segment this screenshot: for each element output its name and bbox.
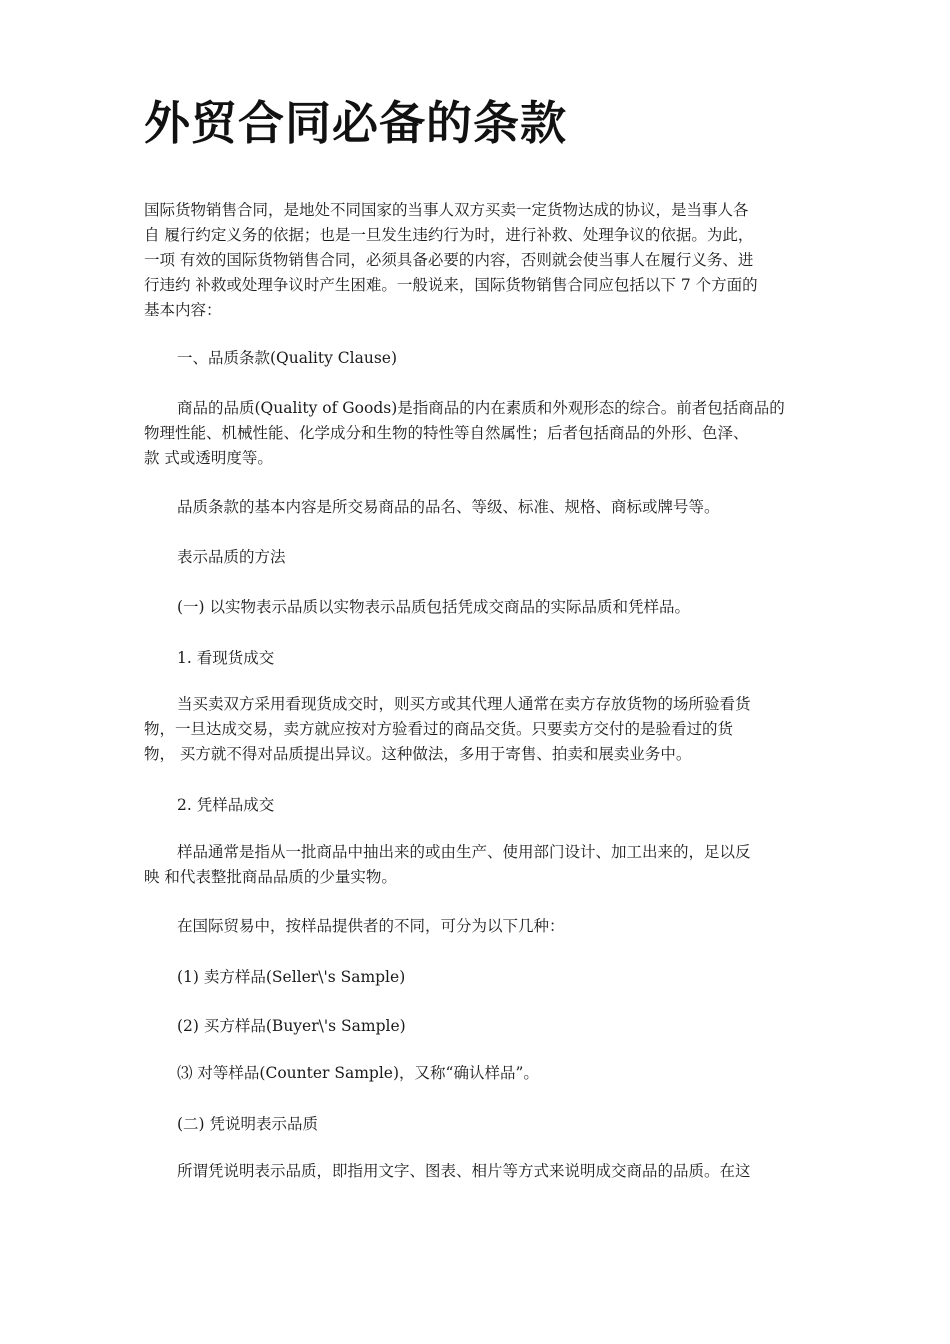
sample-types-intro: 在国际贸易中，按样品提供者的不同，可分为以下几种： (177, 917, 565, 935)
paragraph-line: 行违约 补救或处理争议时产生困难。一般说来，国际货物销售合同应包括以下 7 个方面的 (144, 276, 758, 294)
paragraph-line: 一项 有效的国际货物销售合同，必须具备必要的内容，否则就会使当事人在履行义务、进 (144, 251, 754, 269)
item-1-paragraph (144, 692, 820, 767)
item-1-heading: 1. 看现货成交 (177, 649, 275, 667)
paragraph-line: 国际货物销售合同，是地处不同国家的当事人双方买卖一定货物达成的协议，是当事人各 (144, 201, 749, 219)
paragraph-line: 商品的品质(Quality of Goods)是指商品的内在素质和外观形态的综合。前者包括商品的 (177, 399, 785, 417)
sample-item-buyer: (2) 买方样品(Buyer\'s Sample) (177, 1017, 406, 1035)
paragraph-line: 当买卖双方采用看现货成交时，则买方或其代理人通常在卖方存放货物的场所验看货 (177, 695, 751, 713)
paragraph-line: 款 式或透明度等。 (144, 449, 273, 467)
quality-definition-paragraph (144, 396, 820, 471)
section-heading-quality: 一、品质条款(Quality Clause) (177, 349, 398, 367)
method-two-heading: (二) 凭说明表示品质 (177, 1115, 319, 1133)
sample-item-counter: ⑶ 对等样品(Counter Sample)，又称“确认样品”。 (177, 1064, 539, 1082)
document-title: 外贸合同必备的条款 (144, 96, 567, 150)
method-one-heading: (一) 以实物表示品质以实物表示品质包括凭成交商品的实际品质和凭样品。 (177, 598, 691, 616)
quality-basic-paragraph: 品质条款的基本内容是所交易商品的品名、等级、标准、规格、商标或牌号等。 (177, 498, 720, 516)
paragraph-line: 物，一旦达成交易，卖方就应按对方验看过的商品交货。只要卖方交付的是验看过的货 (144, 720, 734, 738)
methods-heading: 表示品质的方法 (177, 548, 286, 566)
sample-item-seller: (1) 卖方样品(Seller\'s Sample) (177, 968, 406, 986)
method-two-paragraph: 所谓凭说明表示品质，即指用文字、图表、相片等方式来说明成交商品的品质。在这 (177, 1162, 751, 1180)
item-2-paragraph (144, 840, 820, 890)
paragraph-line: 物理性能、机械性能、化学成分和生物的特性等自然属性；后者包括商品的外形、色泽、 (144, 424, 749, 442)
item-2-heading: 2. 凭样品成交 (177, 796, 275, 814)
intro-paragraph (144, 198, 820, 323)
paragraph-line: 样品通常是指从一批商品中抽出来的或由生产、使用部门设计、加工出来的，足以反 (177, 843, 751, 861)
paragraph-line: 自 履行约定义务的依据；也是一旦发生违约行为时，进行补救、处理争议的依据。为此， (144, 226, 754, 244)
paragraph-line: 基本内容： (144, 301, 222, 319)
paragraph-line: 映 和代表整批商品品质的少量实物。 (144, 868, 397, 886)
paragraph-line: 物， 买方就不得对品质提出异议。这种做法，多用于寄售、拍卖和展卖业务中。 (144, 745, 692, 763)
